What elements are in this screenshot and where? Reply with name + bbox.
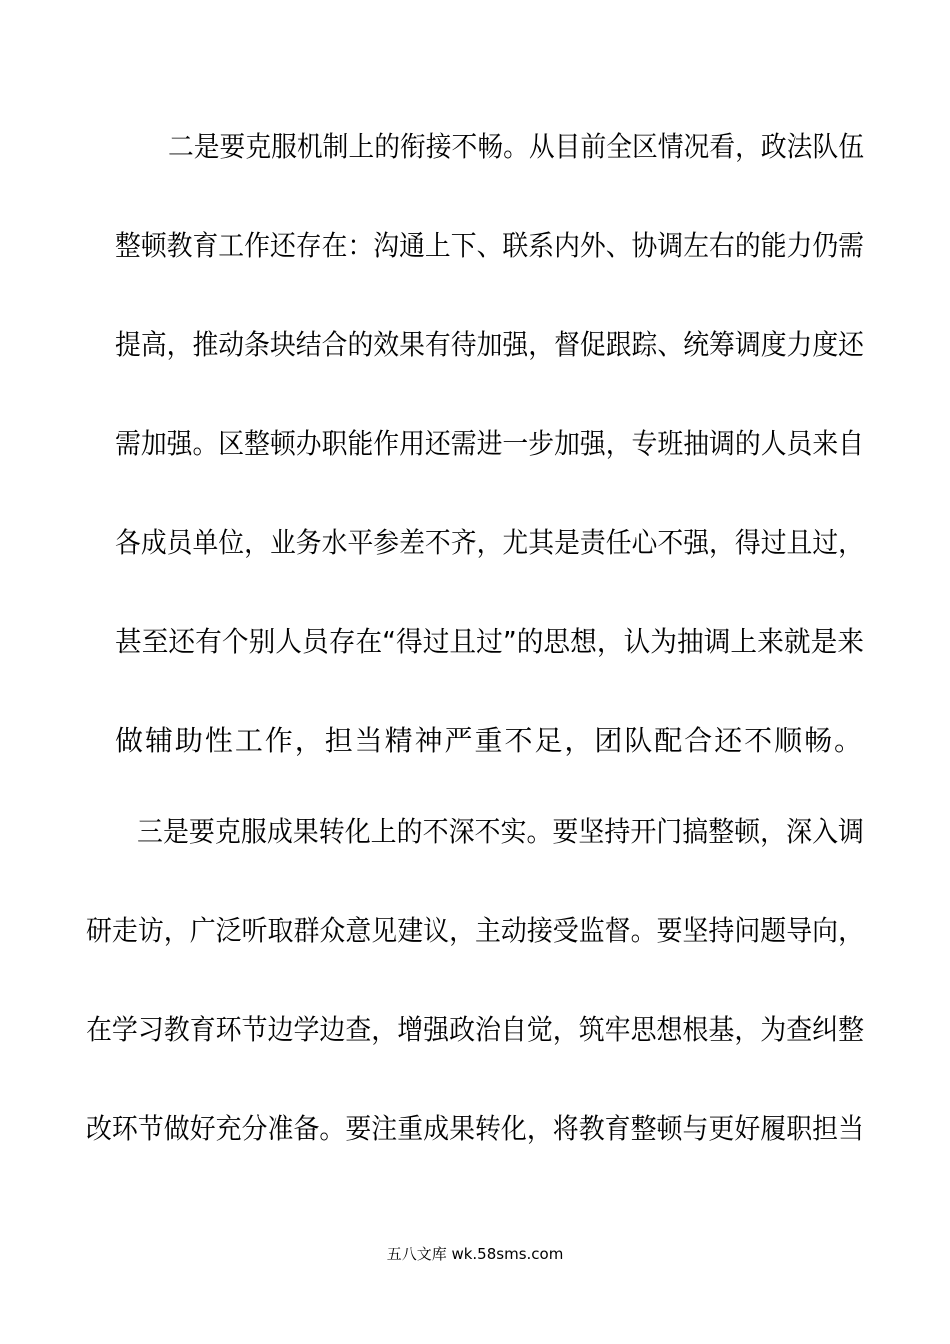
paragraph-line: 二是要克服机制上的衔接不畅。从目前全区情况看，政法队伍 — [168, 130, 865, 163]
paragraph-line: 研走访，广泛听取群众意见建议，主动接受监督。要坚持问题导向， — [86, 914, 865, 947]
footer-watermark: 五八文库 wk.58sms.com — [386, 1245, 564, 1263]
paragraph-line: 做辅助性工作，担当精神严重不足，团队配合还不顺畅。 — [115, 724, 865, 757]
paragraph-line: 改环节做好充分准备。要注重成果转化，将教育整顿与更好履职担当 — [86, 1112, 865, 1145]
paragraph-line: 甚至还有个别人员存在“得过且过”的思想，认为抽调上来就是来 — [115, 625, 865, 658]
paragraph-line: 三是要克服成果转化上的不深不实。要坚持开门搞整顿，深入调 — [137, 815, 865, 848]
paragraph-line: 在学习教育环节边学边查，增强政治自觉，筑牢思想根基，为查纠整 — [86, 1013, 865, 1046]
paragraph-line: 需加强。区整顿办职能作用还需进一步加强，专班抽调的人员来自 — [115, 427, 865, 460]
paragraph-line: 各成员单位，业务水平参差不齐，尤其是责任心不强，得过且过， — [115, 526, 865, 559]
paragraph-line: 整顿教育工作还存在：沟通上下、联系内外、协调左右的能力仍需 — [115, 229, 865, 262]
paragraph-line: 提高，推动条块结合的效果有待加强，督促跟踪、统筹调度力度还 — [115, 328, 865, 361]
